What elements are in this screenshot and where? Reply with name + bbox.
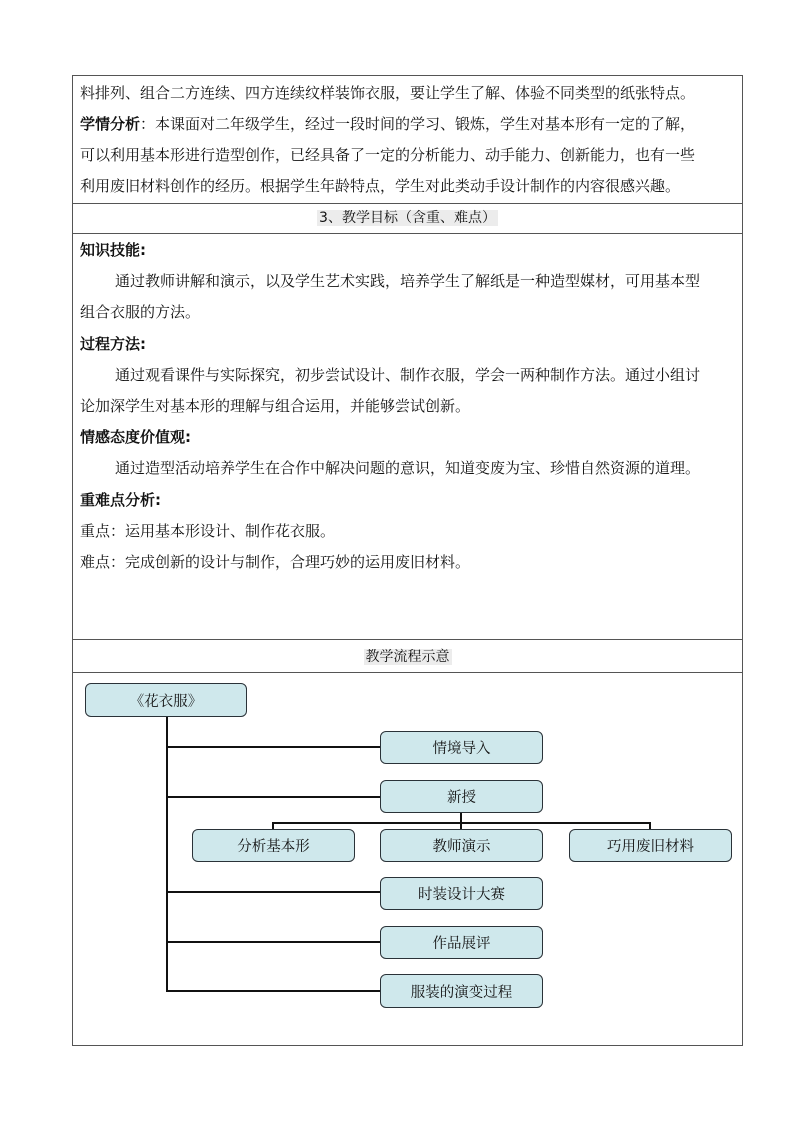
- flow-title: [73, 646, 742, 666]
- flow-branch-line: [166, 796, 381, 798]
- flow-branch-line: [166, 891, 381, 893]
- knowledge-text-line-1: 通过教师讲解和演示，以及学生艺术实践，培养学生了解纸是一种造型媒材，可用基本型: [115, 272, 701, 290]
- flow-step-work-review-box: 作品展评: [380, 926, 543, 959]
- student-analysis-text: ：本课面对二年级学生，经过一段时间的学习、锻炼，学生对基本形有一定的了解，: [140, 115, 696, 133]
- key-point-text: 重点：运用基本形设计、制作花衣服。: [80, 522, 336, 540]
- flow-sub-analyze-shapes-box: 分析基本形: [192, 829, 355, 862]
- flow-sub-waste-materials-box: 巧用废旧材料: [569, 829, 732, 862]
- process-label: 过程方法:: [80, 335, 146, 353]
- row-divider: [73, 203, 742, 204]
- flow-branch-line: [166, 746, 381, 748]
- flow-step-new-lesson-box: 新授: [380, 780, 543, 813]
- process-text-line-2: 论加深学生对基本形的理解与组合运用，并能够尝试创新。: [80, 397, 471, 415]
- flow-step-intro-box: 情境导入: [380, 731, 543, 764]
- emotion-label: 情感态度价值观:: [80, 428, 191, 446]
- student-analysis-line: [80, 114, 695, 134]
- flow-trunk-line: [166, 717, 168, 991]
- key-points-label: 重难点分析:: [80, 491, 161, 509]
- knowledge-label: 知识技能:: [80, 241, 146, 259]
- knowledge-text-line-2: 组合衣服的方法。: [80, 303, 201, 321]
- flow-step-clothing-evolution-box: 服装的演变过程: [380, 974, 543, 1008]
- goals-title: [73, 207, 742, 227]
- row-divider: [73, 672, 742, 673]
- flow-sub-drop-line: [649, 822, 651, 829]
- flow-sub-teacher-demo-box: 教师演示: [380, 829, 543, 862]
- flow-root-box: 《花衣服》: [85, 683, 247, 717]
- lesson-plan-table: [72, 75, 743, 1046]
- row-divider: [73, 233, 742, 234]
- difficult-point-text: 难点：完成创新的设计与制作，合理巧妙的运用废旧材料。: [80, 553, 471, 571]
- flow-step-fashion-contest-box: 时装设计大赛: [380, 877, 543, 910]
- emotion-text-line: 通过造型活动培养学生在合作中解决问题的意识，知道变废为宝、珍惜自然资源的道理。: [115, 459, 701, 477]
- flow-branch-line: [166, 990, 381, 992]
- process-text-line-1: 通过观看课件与实际探究，初步尝试设计、制作衣服，学会一两种制作方法。通过小组讨: [115, 366, 701, 384]
- material-text-line: 料排列、组合二方连续、四方连续纹样装饰衣服，要让学生了解、体验不同类型的纸张特点。: [80, 84, 696, 102]
- flow-sub-drop-line: [460, 812, 462, 829]
- flow-title-text: 教学流程示意: [365, 649, 450, 665]
- flow-sub-drop-line: [272, 822, 274, 829]
- student-analysis-line-2: 可以利用基本形进行造型创作，已经具备了一定的分析能力、动手能力、创新能力，也有一些: [80, 146, 696, 164]
- student-analysis-label: 学情分析: [80, 115, 141, 133]
- flow-branch-line: [166, 941, 381, 943]
- row-divider: [73, 639, 742, 640]
- goals-title-text: 3、教学目标（含重、难点）: [319, 210, 496, 226]
- student-analysis-line-3: 利用废旧材料创作的经历。根据学生年龄特点，学生对此类动手设计制作的内容很感兴趣。: [80, 177, 681, 195]
